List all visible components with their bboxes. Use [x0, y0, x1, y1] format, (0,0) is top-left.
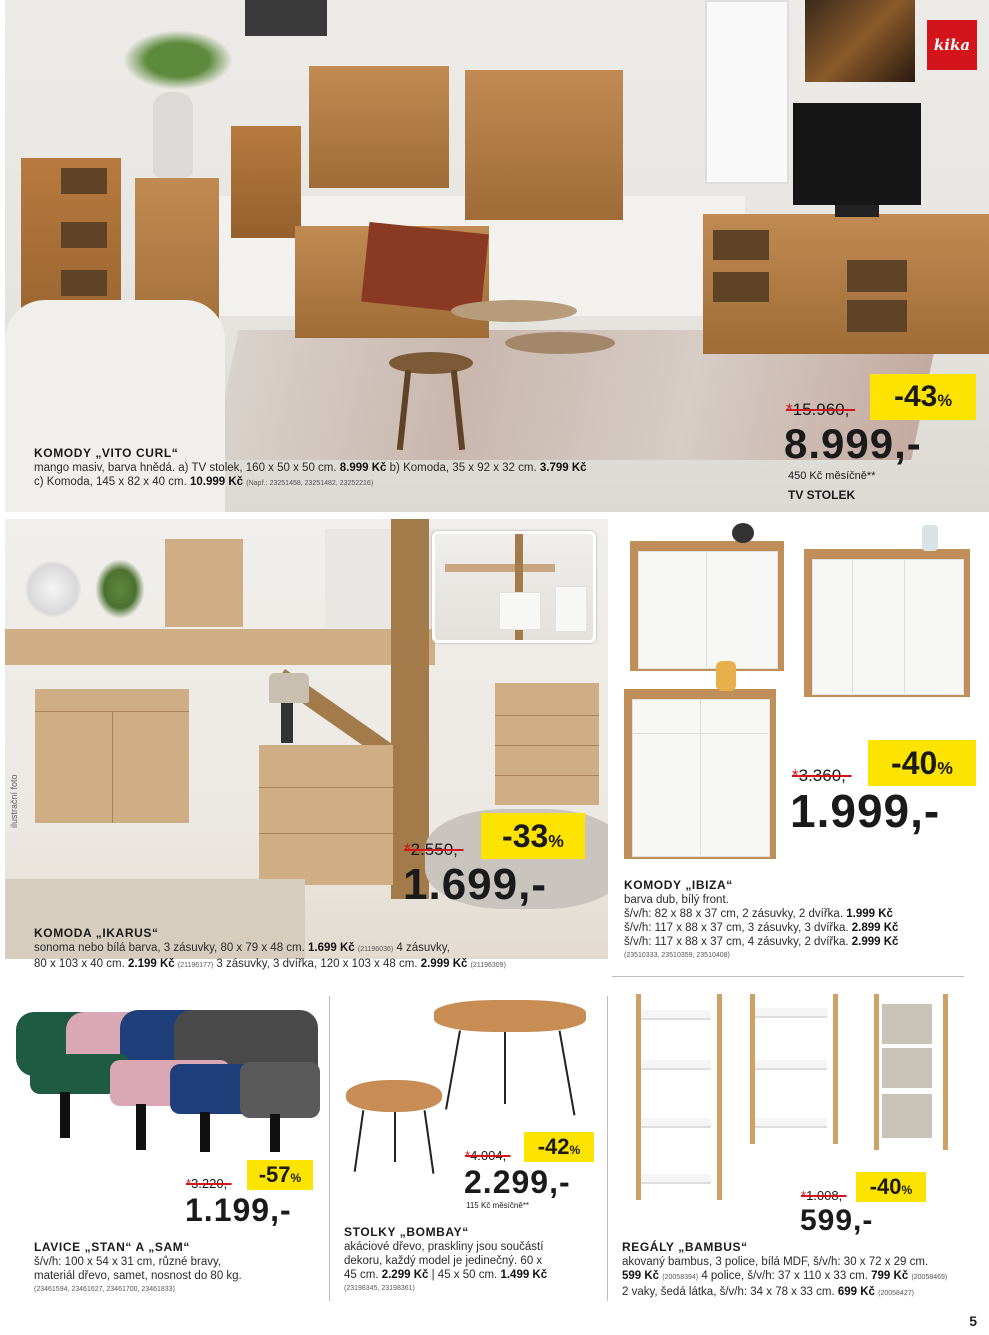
lamp-image: [269, 673, 309, 703]
bombay-title: STOLKY „BOMBAY“: [344, 1225, 469, 1239]
ibiza-price4: 2.999 Kč: [851, 936, 899, 948]
lavice-line1: š/v/h: 100 x 54 x 31 cm, různé bravy,: [34, 1256, 222, 1268]
ikarus-price1: 1.699 Kč: [308, 942, 355, 954]
bombay-table-large-image: [434, 1000, 586, 1032]
ikarus-pct: %: [548, 831, 564, 851]
lavice-new-price: 1.199,-: [185, 1192, 292, 1228]
ikarus-line2a: 80 x 103 x 40 cm.: [34, 958, 125, 970]
bambus-line3: 2 vaky, šedá látka, š/v/h: 34 x 78 x 33 cm.: [622, 1286, 835, 1298]
window-image: [705, 0, 789, 184]
bombay-line3b: | 45 x 50 cm.: [431, 1269, 498, 1281]
vito-discount-badge: [870, 374, 976, 420]
ibiza-title: KOMODY „IBIZA“: [624, 878, 733, 892]
bambus-line2: 4 police, š/v/h: 37 x 110 x 33 cm.: [701, 1270, 868, 1282]
vito-monthly: 450 Kč měsíčně**: [788, 470, 876, 482]
vito-price-b: 3.799 Kč: [539, 462, 587, 474]
ikarus-discount: -33: [502, 818, 549, 854]
bambus-code3: (20058427): [878, 1290, 914, 1297]
bambus-price3: 699 Kč: [837, 1286, 875, 1298]
illustration-note: ilustrační foto: [9, 774, 19, 828]
bambus-discount: -40: [869, 1174, 902, 1199]
lavice-line2: materiál dřevo, samet, nosnost do 80 kg.: [34, 1270, 242, 1282]
vito-label: TV STOLEK: [788, 488, 856, 502]
bombay-description: [344, 1240, 604, 1296]
ikarus-line1b: 4 zásuvky,: [396, 942, 450, 954]
lavice-pct: %: [290, 1171, 302, 1185]
bambus-pct: %: [901, 1183, 913, 1197]
ikarus-description: [34, 941, 604, 973]
ibiza-codes: (23510333, 23510359, 23510408): [624, 952, 730, 959]
ikarus-line1a: sonoma nebo bílá barva, 3 zásuvky, 80 x 79 x 48 cm.: [34, 942, 305, 954]
vito-line1: mango masiv, barva hnědá. a) TV stolek, 160 x 50 x 50 cm.: [34, 462, 337, 474]
bombay-line3a: 45 cm.: [344, 1269, 379, 1281]
ikarus-old-price: *2.550,-: [404, 840, 464, 859]
bambus-new-price: 599,-: [800, 1204, 874, 1237]
bombay-discount-badge: [524, 1132, 594, 1162]
ikarus-code2: (21196177): [177, 962, 214, 969]
ibiza-line1: barva dub, bílý front.: [624, 894, 729, 906]
vito-old-price: *15.960,-: [786, 400, 856, 419]
ibiza-new-price: 1.999,-: [790, 785, 941, 837]
bombay-line2: dekoru, každý model je jedinečný. 60 x: [344, 1255, 543, 1267]
lavice-discount-badge: [247, 1160, 313, 1190]
bombay-table-small-image: [346, 1080, 442, 1112]
ibiza-line2: š/v/h: 82 x 88 x 37 cm, 2 zásuvky, 2 dvířka.: [624, 908, 844, 920]
ikarus-code3: (21196309): [470, 962, 506, 969]
bambus-old-price-value: 1.008,-: [806, 1188, 847, 1203]
stool-image: [389, 352, 473, 374]
ibiza-old-price: *3.360,-: [792, 766, 852, 785]
bombay-price1: 2.299 Kč: [381, 1269, 429, 1281]
lavice-discount: -57: [258, 1162, 291, 1187]
lavice-photo: [10, 1004, 322, 1154]
ibiza-line3: š/v/h: 117 x 88 x 37 cm, 3 zásuvky, 3 dvířka.: [624, 922, 849, 934]
bambus-title: REGÁLY „BAMBUS“: [622, 1240, 748, 1254]
vito-new-price: 8.999,-: [784, 420, 922, 467]
ibiza-discount-badge: [868, 740, 976, 786]
mezzanine-beam-image: [5, 629, 435, 665]
bombay-old-price: *4.004,-: [465, 1148, 511, 1163]
vito-old-price-value: 15.960,-: [792, 400, 856, 419]
commode-b-image: [309, 66, 449, 188]
column-divider-2: [607, 996, 608, 1301]
coffee-table-image: [451, 300, 577, 322]
bombay-line1: akáciové dřevo, praskliny jsou součástí: [344, 1241, 544, 1253]
commode-c-image: [465, 70, 623, 220]
ibiza-price2: 1.999 Kč: [846, 908, 893, 920]
bombay-pct: %: [569, 1143, 581, 1157]
bambus-old-price: *1.008,-: [801, 1188, 847, 1203]
ibiza-description: [624, 893, 984, 963]
skull-decor-image: [25, 559, 81, 619]
small-stand-image: [231, 126, 301, 238]
ikarus-code1: (21196036): [357, 946, 394, 953]
ikarus-inset-photo: [432, 531, 596, 643]
lavice-description: [34, 1255, 324, 1297]
bambus-line1: akovaný bambus, 3 police, bílá MDF, š/v/h: 30 x 72 x 29 cm.: [622, 1256, 929, 1268]
ibiza-price3: 2.899 Kč: [851, 922, 899, 934]
ikarus-title: KOMODA „IKARUS“: [34, 926, 159, 940]
vito-title: KOMODY „VITO CURL“: [34, 446, 179, 460]
kika-logo: kika: [927, 20, 977, 70]
vito-line2: c) Komoda, 145 x 82 x 40 cm.: [34, 476, 187, 488]
bambus-price1: 599 Kč: [622, 1270, 660, 1282]
blanket-image: [361, 222, 489, 314]
lavice-codes: (23461594, 23461627, 23461700, 23461833): [34, 1286, 175, 1293]
ikarus-price3: 2.999 Kč: [420, 958, 468, 970]
bambus-shelf-4-image: [636, 994, 722, 1200]
bombay-codes: (23198345, 23198361): [344, 1285, 415, 1292]
vito-codes: (Např.: 23251458, 23251482, 23252216): [246, 480, 374, 487]
ikarus-new-price: 1.699,-: [403, 860, 547, 909]
vito-price-a: 8.999 Kč: [339, 462, 387, 474]
photo-gap: [612, 520, 613, 960]
lion-picture-image: [805, 0, 915, 82]
vito-description: [34, 461, 674, 491]
bombay-monthly: 115 Kč měsíčně**: [466, 1201, 529, 1210]
ibiza-pct: %: [937, 758, 953, 778]
ikarus-line2b: 3 zásuvky, 3 dvířka, 120 x 103 x 48 cm.: [216, 958, 418, 970]
vase-image: [153, 92, 193, 178]
lavice-title: LAVICE „STAN“ A „SAM“: [34, 1240, 190, 1254]
bombay-old-price-value: 4.004,-: [470, 1148, 511, 1163]
tv-image: [793, 103, 921, 205]
tall-chest-image: [495, 683, 599, 805]
lavice-old-price-value: 3.220,-: [191, 1176, 232, 1191]
bambus-discount-badge: [856, 1172, 926, 1202]
bombay-discount: -42: [537, 1134, 570, 1159]
ikarus-discount-badge: [481, 813, 585, 859]
page-number: 5: [969, 1313, 977, 1329]
ikarus-price2: 2.199 Kč: [127, 958, 175, 970]
vito-discount: -43: [893, 380, 938, 413]
wall-picture-image: [245, 0, 327, 36]
ikarus-old-price-value: 2.550,-: [410, 840, 464, 859]
vito-line1b: b) Komoda, 35 x 92 x 32 cm.: [389, 462, 537, 474]
column-divider-1: [329, 996, 330, 1301]
bombay-new-price: 2.299,-: [464, 1164, 571, 1200]
ibiza-line4: š/v/h: 117 x 88 x 37 cm, 4 zásuvky, 2 dvířka.: [624, 936, 849, 948]
ikarus-chest-image: [259, 745, 393, 885]
separator-line: [612, 976, 964, 977]
upper-chest-image: [165, 539, 243, 627]
bambus-code1: (20058394): [662, 1274, 699, 1281]
bombay-price2: 1.499 Kč: [500, 1269, 548, 1281]
bambus-price2: 799 Kč: [871, 1270, 909, 1282]
bambus-code2: (20058469): [911, 1274, 948, 1281]
ibiza-old-price-value: 3.360,-: [798, 766, 852, 785]
vito-pct: %: [937, 392, 953, 410]
lavice-old-price: *3.220,-: [186, 1176, 232, 1191]
ibiza-discount: -40: [891, 745, 938, 781]
bambus-description: [622, 1255, 982, 1301]
vito-price-c: 10.999 Kč: [189, 476, 244, 488]
